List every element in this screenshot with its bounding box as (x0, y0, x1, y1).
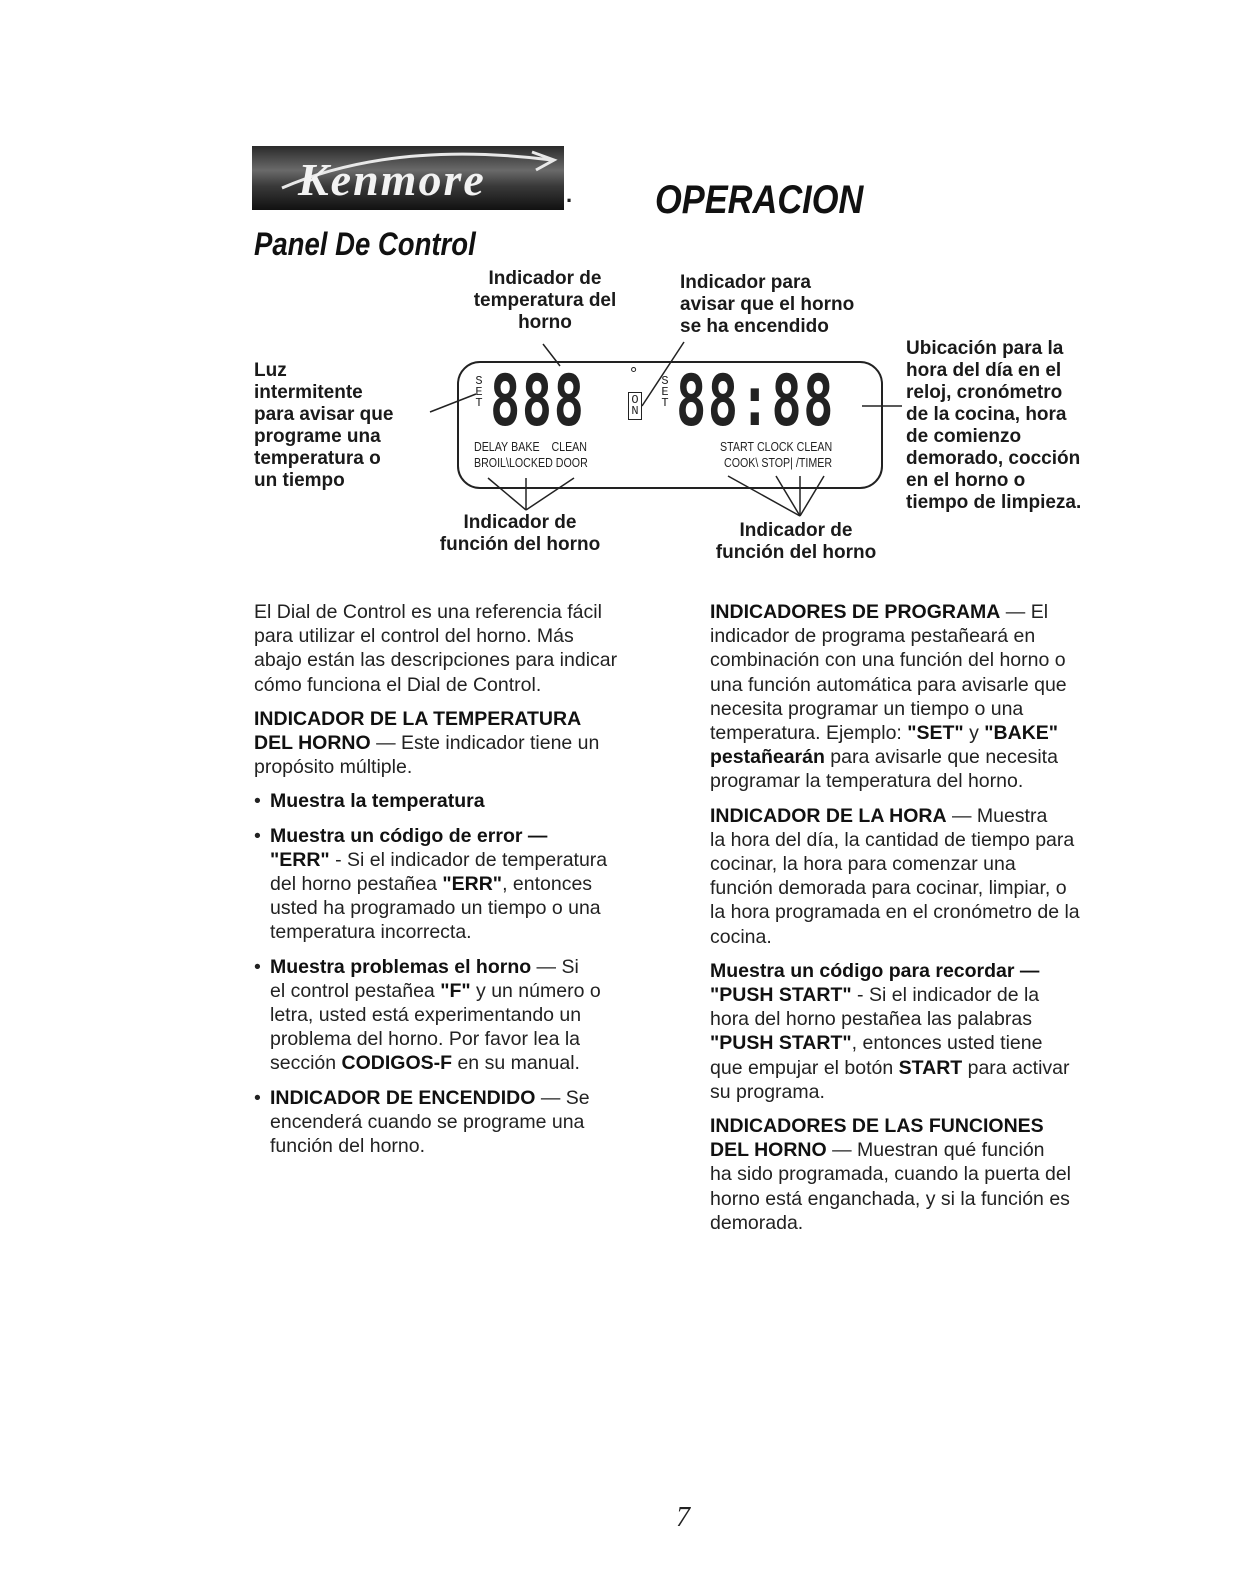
text-line: — Este indicador tiene un (370, 732, 600, 755)
text-line: — Muestran qué función (826, 1139, 1045, 1162)
text-line: del horno pestañea (270, 873, 443, 896)
text-line: sección (270, 1052, 342, 1075)
text-line: cómo funciona el Dial de Control. (254, 673, 542, 696)
bullet-heading: Muestra un código de error — (270, 824, 548, 847)
code-text: "F" (440, 979, 471, 1002)
intro-paragraph (254, 600, 684, 697)
leader-line (728, 476, 800, 516)
lcd-label-locked: LOCKED (508, 455, 553, 470)
lcd-label-delay: DELAY (474, 439, 509, 454)
callout-line: Indicador de (488, 268, 602, 289)
text-line: encenderá cuando se programe una (270, 1110, 585, 1133)
section-title: Panel De Control (254, 226, 476, 262)
function-row-right-2: COOK\ STOP| /TIMER (724, 455, 833, 470)
lcd-label-clean: CLEAN (796, 439, 833, 454)
text-line: propósito múltiple. (254, 756, 413, 779)
section-heading: Muestra un código para recordar — (710, 959, 1040, 982)
text-line: problema del horno. Por favor lea la (270, 1028, 581, 1051)
bullet-dot: • (254, 824, 261, 847)
set-indicator-left (474, 376, 484, 409)
right-column (710, 600, 1150, 1245)
text-line: función demorada para cocinar, limpiar, o (710, 877, 1067, 900)
code-text: "SET" (907, 722, 964, 745)
text-line: indicador de programa pestañeará en (710, 625, 1036, 648)
left-column (254, 600, 684, 1168)
temp-indicator-paragraph (254, 707, 684, 780)
callout-line: programe una (254, 426, 381, 447)
callout-line: intermitente (254, 382, 363, 403)
text-line: para activar (962, 1056, 1070, 1079)
callout-line: Luz (254, 360, 287, 381)
text-line: para avisarle que necesita (824, 746, 1058, 769)
code-text: "BAKE" (984, 722, 1059, 745)
bullet-heading: Muestra la temperatura (270, 790, 485, 813)
section-heading: INDICADORES DE PROGRAMA (710, 601, 1001, 623)
code-text: CODIGOS-F (341, 1052, 453, 1075)
bullet-dot: • (254, 1086, 261, 1109)
callout-line: horno (518, 312, 572, 333)
section-heading: DEL HORNO (710, 1139, 827, 1162)
callout-line: demorado, cocción (906, 448, 1081, 469)
text-line: la hora programada en el cronómetro de la (710, 901, 1080, 924)
code-text: "ERR" (270, 848, 330, 871)
leader-line (488, 478, 526, 510)
degree-symbol: ° (630, 364, 638, 384)
function-row-left-2: BROIL\LOCKED DOOR (474, 455, 588, 470)
callout-line: Indicador para (680, 272, 811, 293)
bullet-heading: INDICADOR DE ENCENDIDO (270, 1086, 536, 1109)
text-line: función del horno. (270, 1135, 426, 1158)
text-line: su programa. (710, 1080, 825, 1103)
callout-line: hora del día en el (906, 360, 1062, 381)
lcd-label-broil: BROIL (474, 455, 506, 470)
text-line: — El (1000, 601, 1049, 623)
leader-line (430, 394, 476, 412)
callout-line: de la cocina, hora (906, 404, 1067, 425)
set-letter: S (661, 374, 669, 388)
diagram-lines (0, 0, 1244, 600)
text-line: para utilizar el control del horno. Más (254, 625, 574, 648)
text-line: - Si el indicador de la (851, 984, 1040, 1007)
emphasis-text: pestañearán (710, 746, 825, 769)
reminder-code-paragraph (710, 959, 1150, 1104)
text-line: necesita programar un tiempo o una (710, 697, 1024, 720)
clock-digits: 88:88 (676, 360, 835, 442)
set-letter: E (475, 385, 483, 399)
text-line: temperatura. Ejemplo: (710, 722, 908, 745)
page-title: OPERACION (655, 178, 864, 222)
text-line: programar la temperatura del horno. (710, 770, 1024, 793)
bullet-item (254, 789, 684, 813)
leader-line (800, 476, 824, 516)
callout-line: de comienzo (906, 426, 1022, 447)
lcd-label-bake: BAKE (511, 439, 540, 454)
page-number: 7 (676, 1502, 690, 1533)
function-indicators-paragraph (710, 1114, 1150, 1235)
callout-line: reloj, cronómetro (906, 382, 1063, 403)
section-heading: INDICADOR DE LA HORA (710, 804, 947, 827)
brand-dot: . (566, 182, 573, 207)
program-indicators-paragraph (710, 600, 1150, 794)
text-line: demorada. (710, 1211, 804, 1234)
on-letter: O (631, 393, 639, 407)
set-letter: E (661, 385, 669, 399)
callout-line: Ubicación para la (906, 338, 1064, 359)
bullet-item (254, 955, 684, 1076)
text-line: , entonces (502, 873, 593, 896)
lcd-label-stop: STOP (761, 455, 791, 470)
text-line: y (963, 722, 985, 745)
callout-line: temperatura o (254, 448, 381, 469)
bullet-heading: Muestra problemas el horno (270, 955, 532, 978)
lcd-label-clock: CLOCK (756, 439, 794, 454)
bullet-dot: • (254, 955, 261, 978)
text-line: letra, usted está experimentando un (270, 1004, 582, 1027)
callout-line: temperatura del (473, 290, 617, 311)
text-line: — Se (535, 1086, 590, 1109)
callout-line: Indicador de (739, 520, 853, 541)
leader-line (526, 478, 574, 510)
bullet-item (254, 824, 684, 945)
function-row-right-1 (720, 440, 832, 454)
section-heading: DEL HORNO (254, 732, 371, 755)
callout-line: en el horno o (906, 470, 1026, 491)
set-letter: T (475, 396, 483, 410)
lcd-label-door: DOOR (555, 455, 588, 470)
callout-line: función del horno (439, 534, 601, 555)
text-line: El Dial de Control es una referencia fácil (254, 601, 602, 623)
brand-name: Kenmore (298, 154, 486, 205)
text-line: que empujar el botón (710, 1056, 899, 1079)
text-line: — Muestra (946, 804, 1048, 827)
text-line: hora del horno pestañea las palabras (710, 1008, 1032, 1031)
callout-line: avisar que el horno (680, 294, 855, 315)
on-letter: N (631, 404, 639, 418)
section-heading: INDICADOR DE LA TEMPERATURA (254, 707, 582, 730)
text-line: el control pestañea (270, 979, 441, 1002)
text-line: temperatura incorrecta. (270, 921, 472, 944)
bullet-dot: • (254, 790, 261, 813)
callout-line: para avisar que (254, 404, 394, 425)
set-letter: S (475, 374, 483, 388)
lcd-label-clean: CLEAN (551, 439, 587, 454)
function-row-left-1 (474, 440, 587, 454)
callout-line: un tiempo (254, 470, 345, 491)
text-line: horno está enganchada, y si la función es (710, 1187, 1070, 1210)
text-line: y un número o (470, 979, 601, 1002)
temperature-digits: 888 (490, 360, 586, 442)
text-line: cocina. (710, 925, 772, 948)
callout-line: se ha encendido (680, 316, 829, 337)
text-line: la hora del día, la cantidad de tiempo para (710, 828, 1075, 851)
set-indicator-right (660, 376, 670, 409)
text-line: cocinar, la hora para comenzar una (710, 853, 1016, 876)
section-heading: INDICADORES DE LAS FUNCIONES (710, 1115, 1044, 1138)
text-line: — Si (531, 955, 579, 978)
lcd-label-start: START (720, 439, 754, 454)
bullet-item (254, 1086, 684, 1159)
lcd-label-cook: COOK (724, 455, 756, 470)
text-line: una función automática para avisarle que (710, 673, 1067, 696)
text-line: usted ha programado un tiempo o una (270, 897, 601, 920)
code-text: START (898, 1056, 963, 1079)
text-line: combinación con una función del horno o (710, 649, 1066, 672)
code-text: "ERR" (442, 873, 503, 896)
code-text: "PUSH START" (710, 984, 852, 1007)
on-indicator (628, 392, 642, 420)
text-line: en su manual. (452, 1052, 580, 1075)
text-line: abajo están las descripciones para indicar (254, 649, 618, 672)
text-line: - Si el indicador de temperatura (329, 848, 608, 871)
code-text: "PUSH START" (710, 1032, 852, 1055)
set-letter: T (661, 396, 669, 410)
text-line: ha sido programada, cuando la puerta del (710, 1163, 1071, 1186)
callout-line: Indicador de (463, 512, 577, 533)
lcd-label-timer: TIMER (798, 455, 833, 470)
callout-line: función del horno (715, 542, 877, 563)
callout-line: tiempo de limpieza. (906, 492, 1082, 513)
clock-indicator-paragraph (710, 804, 1150, 949)
text-line: , entonces usted tiene (851, 1032, 1043, 1055)
